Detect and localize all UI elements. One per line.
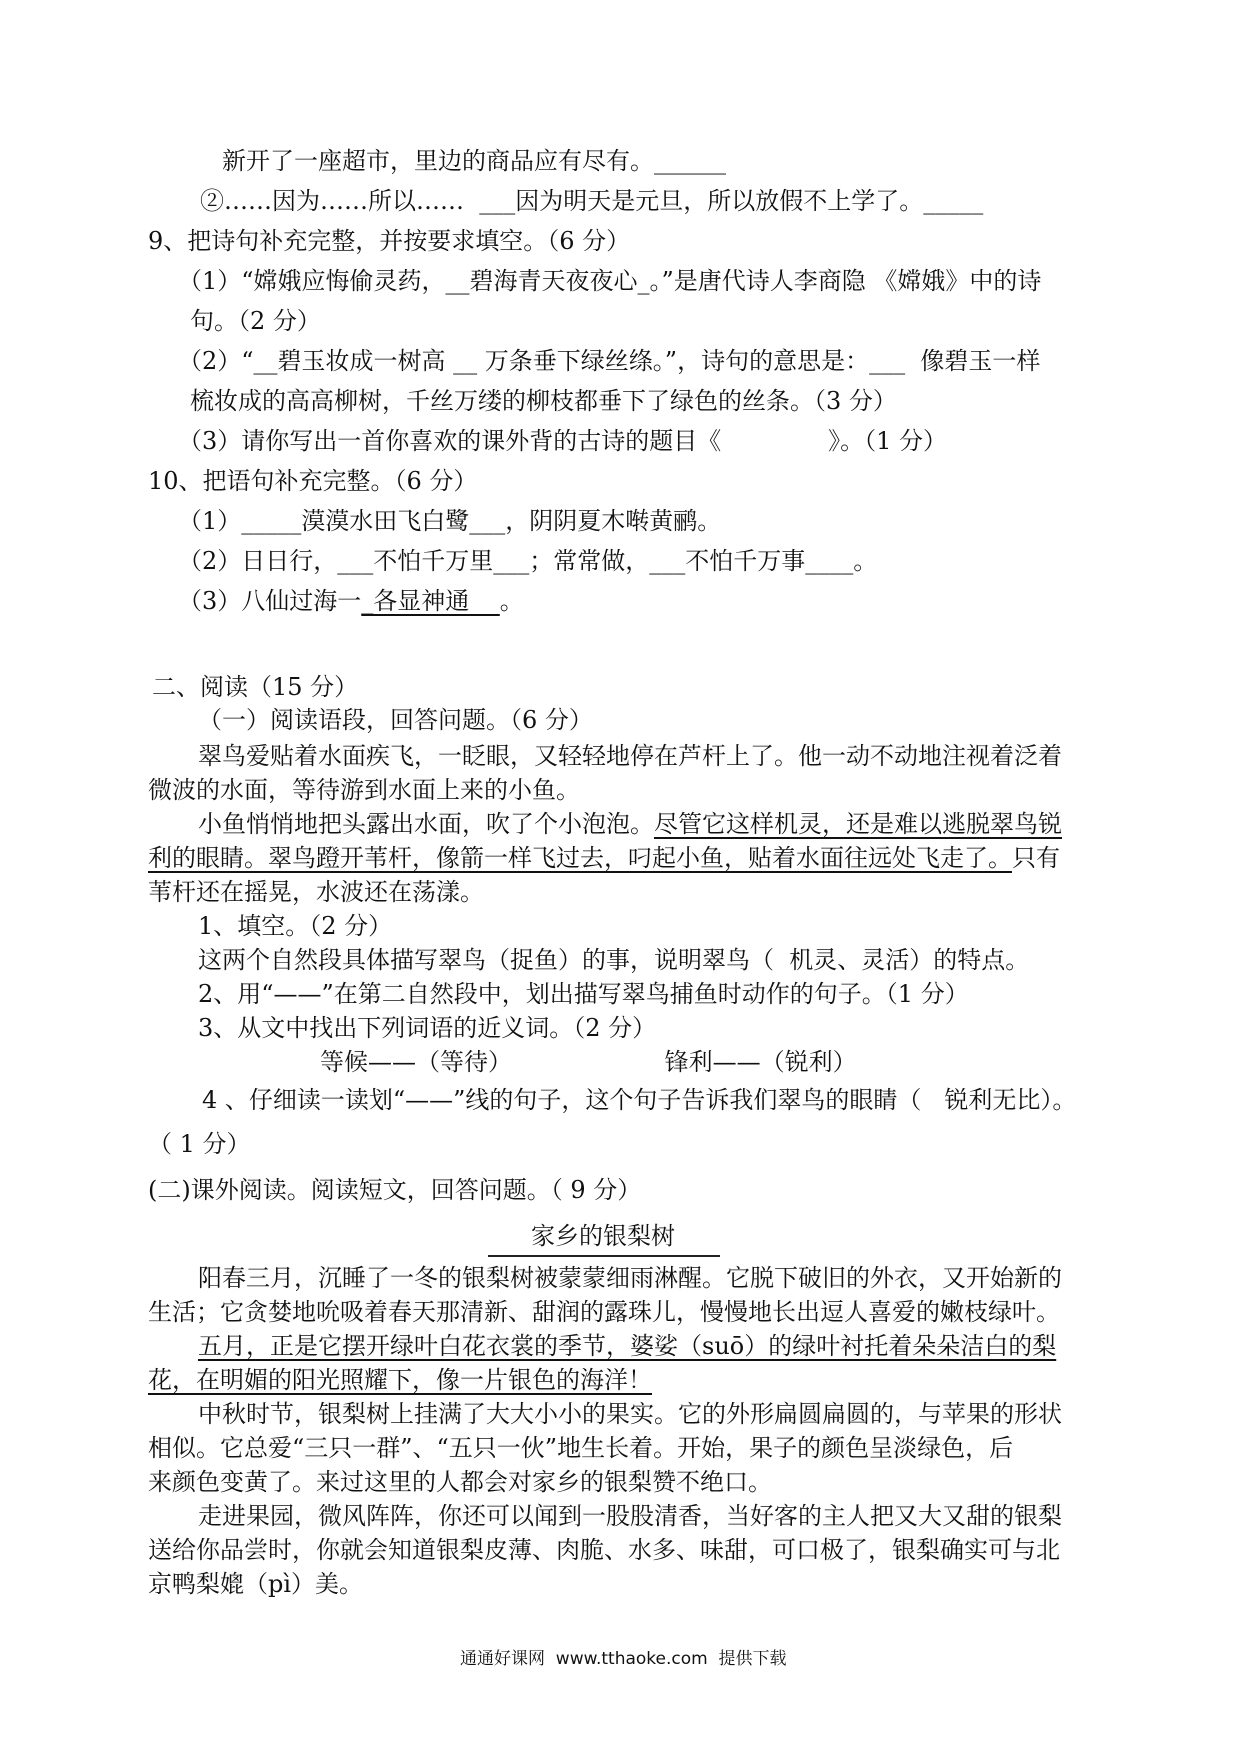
- underlined-sentence: 花，在明媚的阳光照耀下，像一片银色的海洋！: [148, 1366, 652, 1394]
- text-line: （3）请你写出一首你喜欢的课外背的古诗的题目《 》。（1 分）: [178, 427, 947, 455]
- page-footer: 通通好课网 www.tthaoke.com 提供下载: [460, 1649, 787, 1669]
- text-line: 阳春三月，沉睡了一冬的银梨树被蒙蒙细雨淋醒。它脱下破旧的外衣，又开始新的: [198, 1264, 1062, 1292]
- text-line: 微波的水面，等待游到水面上来的小鱼。: [148, 776, 580, 804]
- text-line: 走进果园，微风阵阵，你还可以闻到一股股清香，当好客的主人把又大又甜的银梨: [198, 1502, 1062, 1530]
- text-segment: （3）八仙过海一: [178, 587, 362, 615]
- text-line: 苇杆还在摇晃，水波还在荡漾。: [148, 878, 484, 906]
- text-line: 翠鸟爱贴着水面疾飞，一眨眼，又轻轻地停在芦杆上了。他一动不动地注视着泛着: [198, 742, 1062, 770]
- text-line: 2、用“——”在第二自然段中，划出描写翠鸟捕鱼时动作的句子。（1 分）: [198, 980, 969, 1008]
- underlined-sentence: 利的眼睛。翠鸟蹬开苇杆，像箭一样飞过去，叼起小鱼，贴着水面往远处飞走了。: [148, 844, 1012, 872]
- subsection-heading: （一）阅读语段，回答问题。（6 分）: [198, 706, 593, 734]
- text-line: 句。（2 分）: [190, 307, 321, 335]
- text-line: 生活；它贪婪地吮吸着春天那清新、甜润的露珠儿，慢慢地长出逗人喜爱的嫩枝绿叶。: [148, 1298, 1060, 1326]
- text-line: [148, 1365, 652, 1395]
- text-line: [178, 586, 524, 616]
- subsection-heading: (二)课外阅读。阅读短文，回答问题。（ 9 分）: [148, 1176, 642, 1204]
- title-underline: [488, 1255, 720, 1257]
- text-line: 中秋时节，银梨树上挂满了大大小小的果实。它的外形扁圆扁圆的，与苹果的形状: [198, 1400, 1062, 1428]
- text-line: 京鸭梨媲（pì）美。: [148, 1570, 364, 1598]
- text-segment: 小鱼悄悄地把头露出水面，吹了个小泡泡。: [198, 810, 654, 838]
- text-line: （2）“__碧玉妆成一树高 __ 万条垂下绿丝绦。”，诗句的意思是：___ 像碧玉一样: [178, 347, 1041, 375]
- underlined-sentence: 五月，正是它摆开绿叶白花衣裳的季节，婆娑（suō）的绿叶衬托着朵朵洁白的梨: [198, 1332, 1057, 1360]
- text-line: 送给你品尝时，你就会知道银梨皮薄、肉脆、水多、味甜，可口极了，银梨确实可与北: [148, 1536, 1060, 1564]
- text-line: （2）日日行，___不怕千万里___；常常做，___不怕千万事____。: [178, 547, 878, 575]
- text-line: ②……因为……所以…… ___因为明天是元旦，所以放假不上学了。_____: [200, 187, 984, 215]
- text-line: 梳妆成的高高柳树，千丝万缕的柳枝都垂下了绿色的丝条。（3 分）: [190, 387, 897, 415]
- text-line: 这两个自然段具体描写翠鸟（捉鱼）的事，说明翠鸟（ 机灵、灵活）的特点。: [198, 946, 1030, 974]
- text-line: [198, 809, 1062, 839]
- question-9-heading: 9、把诗句补充完整，并按要求填空。（6 分）: [148, 227, 631, 255]
- underlined-sentence: 尽管它这样机灵，还是难以逃脱翠鸟锐: [654, 810, 1062, 838]
- text-line: 等候——（等待） 锋利——（锐利）: [320, 1048, 857, 1076]
- text-line: 相似。它总爱“三只一群”、“五只一伙”地生长着。开始，果子的颜色呈淡绿色，后: [148, 1434, 1014, 1462]
- text-line: 新开了一座超市，里边的商品应有尽有。______: [222, 147, 726, 175]
- text-line: （1）_____漠漠水田飞白鹭___，阴阴夏木啭黄鹂。: [178, 507, 722, 535]
- text-line: 1、填空。（2 分）: [198, 912, 393, 940]
- text-line: （ 1 分）: [148, 1130, 251, 1158]
- text-line: （1）“嫦娥应悔偷灵药，__碧海青天夜夜心_。”是唐代诗人李商隐 《嫦娥》中的诗: [178, 267, 1042, 295]
- passage-title: 家乡的银梨树: [531, 1222, 675, 1250]
- section-reading-heading: 二、阅读（15 分）: [152, 673, 359, 701]
- text-line: [198, 1331, 1056, 1361]
- text-segment: 。: [499, 587, 524, 615]
- question-10-heading: 10、把语句补充完整。（6 分）: [148, 467, 478, 495]
- text-line: 来颜色变黄了。来过这里的人都会对家乡的银梨赞不绝口。: [148, 1468, 772, 1496]
- text-segment: 只有: [1012, 844, 1060, 872]
- text-line: 4 、仔细读一读划“——”线的句子，这个句子告诉我们翠鸟的眼睛（ 锐利无比）。: [202, 1086, 1077, 1114]
- answer-underlined: _各显神通: [361, 587, 500, 615]
- text-line: 3、从文中找出下列词语的近义词。（2 分）: [198, 1014, 657, 1042]
- text-line: [148, 843, 1060, 873]
